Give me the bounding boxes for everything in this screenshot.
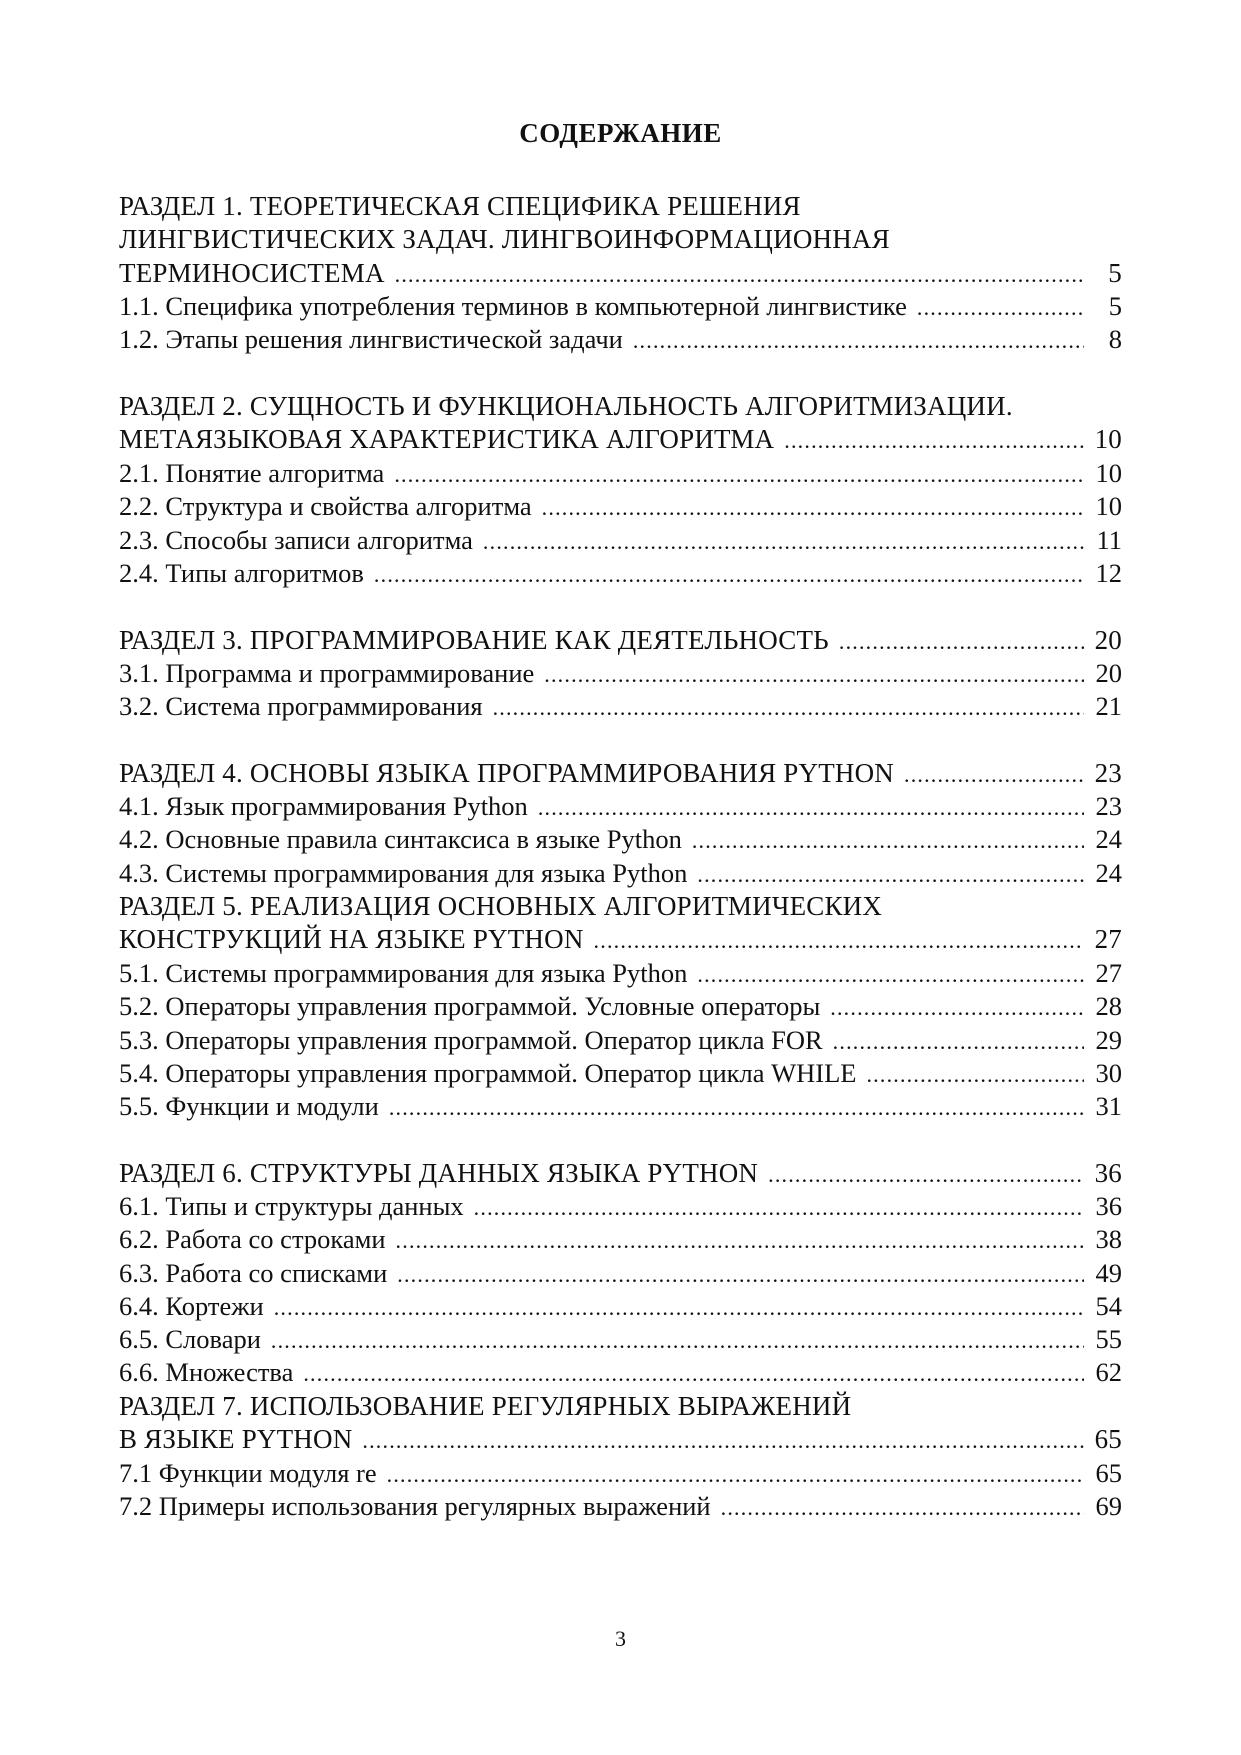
dot-leader — [387, 1458, 1084, 1490]
dot-leader — [768, 1158, 1084, 1190]
toc-item-title: 5.5. Функции и модули — [119, 1091, 379, 1122]
page-number: 3 — [615, 1626, 626, 1651]
toc-item-title: 2.4. Типы алгоритмов — [119, 557, 364, 588]
page-ref: 10 — [1094, 424, 1122, 455]
section-heading-entry[interactable] — [119, 423, 1122, 456]
page-ref: 27 — [1094, 924, 1122, 955]
toc-section-2 — [119, 390, 1122, 457]
toc-item[interactable] — [119, 1024, 1122, 1057]
toc-item[interactable] — [119, 1223, 1122, 1256]
toc-item-title: 7.1 Функции модуля re — [119, 1458, 377, 1488]
page-ref: 28 — [1095, 991, 1122, 1022]
dot-leader — [395, 258, 1084, 290]
section-heading-entry[interactable] — [119, 923, 1122, 956]
toc-item[interactable] — [119, 1356, 1122, 1389]
toc-item[interactable] — [119, 823, 1122, 856]
dot-leader — [303, 1357, 1084, 1389]
dot-leader — [394, 458, 1084, 490]
section-heading-line: ЛИНГВИСТИЧЕСКИХ ЗАДАЧ. ЛИНГВОИНФОРМАЦИОННАЯ — [119, 224, 890, 255]
dot-leader — [483, 525, 1084, 557]
dot-leader — [374, 558, 1084, 590]
toc-items-5 — [119, 957, 1122, 1123]
toc-section-7 — [119, 1390, 1122, 1457]
section-heading-entry[interactable] — [119, 1157, 1122, 1190]
dot-leader — [538, 791, 1084, 823]
section-heading-entry[interactable] — [119, 757, 1122, 790]
dot-leader — [493, 691, 1084, 723]
toc-item-title: 5.4. Операторы управления программой. Оператор цикла WHILE — [119, 1057, 857, 1088]
section-heading-text: ТЕРМИНОСИСТЕМА — [119, 257, 385, 288]
toc-item[interactable] — [119, 557, 1122, 590]
toc-item[interactable] — [119, 1457, 1122, 1490]
toc-section-4 — [119, 757, 1122, 790]
dot-leader — [866, 1058, 1084, 1090]
page-ref: 49 — [1095, 1257, 1122, 1288]
toc-item-title: 6.5. Словари — [119, 1324, 261, 1355]
dot-leader — [271, 1324, 1084, 1356]
section-heading-line: РАЗДЕЛ 5. РЕАЛИЗАЦИЯ ОСНОВНЫХ АЛГОРИТМИЧЕСКИХ — [119, 891, 883, 921]
toc-items-6 — [119, 1190, 1122, 1390]
page-ref: 31 — [1095, 1091, 1122, 1122]
page-title: СОДЕРЖАНИЕ — [519, 118, 722, 148]
page-ref: 11 — [1096, 524, 1122, 555]
toc-item[interactable] — [119, 490, 1122, 523]
dot-leader — [692, 824, 1084, 856]
page-ref: 12 — [1095, 557, 1122, 588]
toc-item[interactable] — [119, 1090, 1122, 1123]
toc-item[interactable] — [119, 657, 1122, 690]
toc-item-title: 3.2. Система программирования — [119, 691, 483, 722]
dot-leader — [830, 991, 1084, 1023]
page-ref: 20 — [1094, 625, 1122, 655]
dot-leader — [474, 1191, 1084, 1223]
section-heading-line: РАЗДЕЛ 1. ТЕОРЕТИЧЕСКАЯ СПЕЦИФИКА РЕШЕНИЯ — [119, 191, 801, 221]
toc-item-title: 1.1. Специфика употребления терминов в компьютерной лингвистике — [119, 291, 907, 321]
page-ref: 5 — [1108, 291, 1122, 321]
toc-item-title: 7.2 Примеры использования регулярных выражений — [119, 1491, 711, 1522]
toc-item[interactable] — [119, 524, 1122, 557]
section-heading-text: В ЯЗЫКЕ PYTHON — [119, 1424, 353, 1455]
toc-item-title: 6.6. Множества — [119, 1357, 294, 1388]
toc-section-5 — [119, 890, 1122, 957]
page-ref: 69 — [1095, 1491, 1122, 1522]
toc-section-3 — [119, 624, 1122, 657]
page-ref: 8 — [1108, 324, 1122, 355]
section-heading-text: РАЗДЕЛ 3. ПРОГРАММИРОВАНИЕ КАК ДЕЯТЕЛЬНОСТЬ — [119, 625, 829, 655]
dot-leader — [633, 324, 1084, 356]
toc-item[interactable] — [119, 1290, 1122, 1323]
toc-items-2 — [119, 457, 1122, 590]
dot-leader — [917, 291, 1084, 323]
section-heading-text: КОНСТРУКЦИЙ НА ЯЗЫКЕ PYTHON — [119, 924, 584, 955]
dot-leader — [697, 958, 1084, 990]
section-heading-line: РАЗДЕЛ 7. ИСПОЛЬЗОВАНИЕ РЕГУЛЯРНЫХ ВЫРАЖЕНИЙ — [119, 1391, 852, 1421]
toc-item[interactable] — [119, 1257, 1122, 1290]
dot-leader — [389, 1091, 1084, 1123]
toc-item[interactable] — [119, 690, 1122, 723]
toc-item[interactable] — [119, 957, 1122, 990]
dot-leader — [784, 424, 1084, 456]
page-ref: 54 — [1095, 1290, 1122, 1321]
toc-items-3 — [119, 657, 1122, 724]
toc-items-1 — [119, 290, 1122, 357]
toc-item-title: 3.1. Программа и программирование — [119, 658, 535, 688]
page-ref: 23 — [1095, 791, 1122, 821]
page-ref: 24 — [1095, 824, 1122, 855]
dot-leader — [721, 1491, 1084, 1523]
dot-leader — [904, 758, 1084, 790]
section-heading-text: МЕТАЯЗЫКОВАЯ ХАРАКТЕРИСТИКА АЛГОРИТМА — [119, 424, 775, 455]
page-ref: 38 — [1095, 1224, 1122, 1255]
toc-item-title: 5.1. Системы программирования для языка Python — [119, 958, 688, 988]
toc-section-1 — [119, 190, 1122, 290]
toc-item-title: 4.3. Системы программирования для языка Python — [119, 857, 688, 888]
toc-item[interactable] — [119, 990, 1122, 1023]
toc-item-title: 6.1. Типы и структуры данных — [119, 1191, 464, 1221]
page-ref: 62 — [1095, 1357, 1122, 1388]
toc-item-title: 6.2. Работа со строками — [119, 1224, 386, 1255]
toc-item[interactable] — [119, 1190, 1122, 1223]
page-ref: 36 — [1094, 1158, 1122, 1188]
section-heading-entry[interactable] — [119, 624, 1122, 657]
page-ref: 55 — [1095, 1324, 1122, 1355]
dot-leader — [544, 658, 1084, 690]
toc-section-6 — [119, 1157, 1122, 1190]
section-heading-line: РАЗДЕЛ 2. СУЩНОСТЬ И ФУНКЦИОНАЛЬНОСТЬ АЛГОРИТМИЗАЦИИ. — [119, 391, 1013, 421]
toc-item-title: 4.2. Основные правила синтаксиса в языке Python — [119, 824, 682, 855]
page-ref: 65 — [1095, 1458, 1122, 1488]
page-ref: 30 — [1095, 1057, 1122, 1088]
toc-items-4 — [119, 790, 1122, 890]
toc-item-title: 2.3. Способы записи алгоритма — [119, 524, 473, 555]
page-ref: 10 — [1095, 458, 1122, 488]
page-ref: 23 — [1094, 758, 1122, 788]
section-heading-text: РАЗДЕЛ 4. ОСНОВЫ ЯЗЫКА ПРОГРАММИРОВАНИЯ PYTHON — [119, 758, 894, 788]
page-ref: 65 — [1094, 1424, 1122, 1455]
section-heading-entry[interactable] — [119, 257, 1122, 290]
toc-item[interactable] — [119, 457, 1122, 490]
toc-items-7 — [119, 1457, 1122, 1524]
page-ref: 5 — [1108, 257, 1122, 288]
toc-item-title: 2.2. Структура и свойства алгоритма — [119, 491, 532, 522]
dot-leader — [397, 1258, 1084, 1290]
toc-item-title: 6.3. Работа со списками — [119, 1257, 388, 1288]
page-ref: 29 — [1095, 1024, 1122, 1055]
section-heading-text: РАЗДЕЛ 6. СТРУКТУРЫ ДАННЫХ ЯЗЫКА PYTHON — [119, 1158, 759, 1188]
page-ref: 20 — [1095, 658, 1122, 688]
toc-item[interactable] — [119, 1490, 1122, 1523]
page-ref: 10 — [1095, 491, 1122, 522]
dot-leader — [542, 491, 1084, 523]
dot-leader — [396, 1224, 1084, 1256]
toc-item[interactable] — [119, 290, 1122, 323]
page-ref: 36 — [1095, 1191, 1122, 1221]
section-heading-entry[interactable] — [119, 1423, 1122, 1456]
page-ref: 27 — [1095, 958, 1122, 988]
dot-leader — [362, 1424, 1084, 1456]
toc-item-title: 5.2. Операторы управления программой. Условные операторы — [119, 991, 821, 1022]
dot-leader — [697, 858, 1084, 890]
toc-item[interactable] — [119, 857, 1122, 890]
toc-item-title: 5.3. Операторы управления программой. Оператор цикла FOR — [119, 1024, 823, 1055]
dot-leader — [839, 625, 1084, 657]
dot-leader — [594, 924, 1084, 956]
dot-leader — [274, 1291, 1084, 1323]
page-ref: 24 — [1095, 857, 1122, 888]
toc-item-title: 6.4. Кортежи — [119, 1290, 264, 1321]
toc-item[interactable] — [119, 1323, 1122, 1356]
toc-item-title: 2.1. Понятие алгоритма — [119, 458, 385, 488]
toc-item[interactable] — [119, 323, 1122, 356]
toc-item-title: 1.2. Этапы решения лингвистической задачи — [119, 324, 623, 355]
toc-item[interactable] — [119, 1057, 1122, 1090]
page-ref: 21 — [1095, 691, 1122, 722]
dot-leader — [833, 1025, 1084, 1057]
toc-item-title: 4.1. Язык программирования Python — [119, 791, 528, 821]
toc-item[interactable] — [119, 790, 1122, 823]
